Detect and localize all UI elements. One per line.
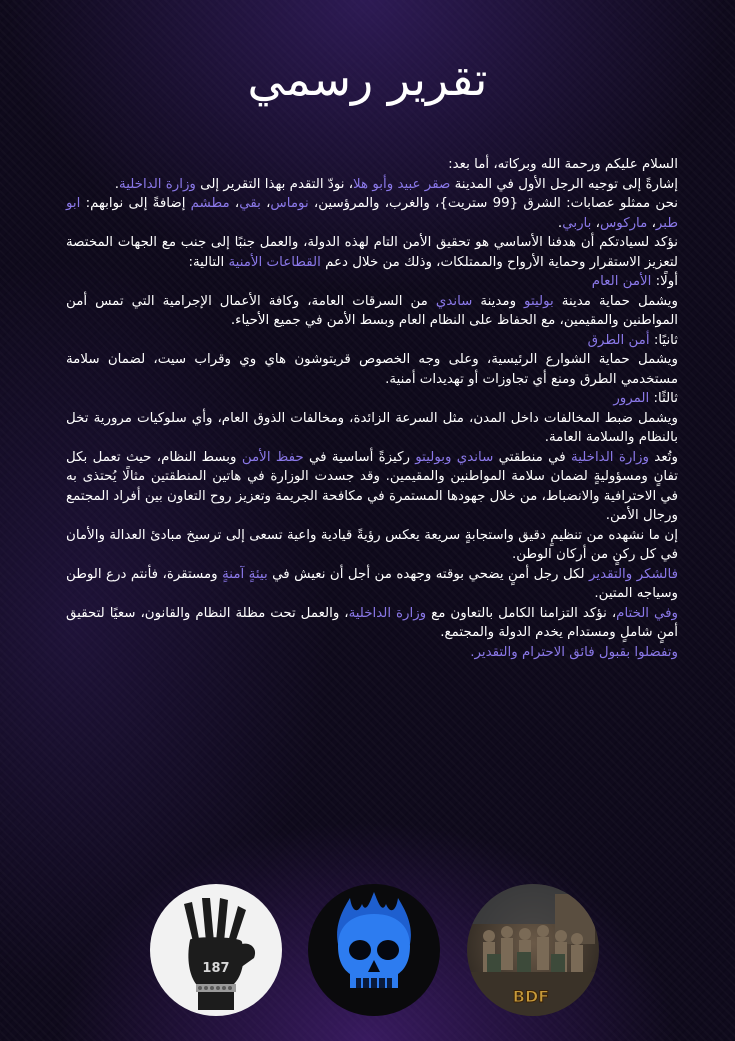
paragraph xyxy=(66,389,678,409)
crowd-photo-icon xyxy=(467,884,599,1016)
highlighted-text: ابو طبر xyxy=(66,196,678,231)
body-text-segment: ويشمل ضبط المخالفات داخل المدن، مثل السرعة الزائدة، ومخالفات الذوق العام، وأي سلوكيات مرورية تخل بالنظام والسلامة العامة. xyxy=(66,410,678,445)
body-text-segment: السلام عليكم ورحمة الله وبركاته، أما بعد: xyxy=(448,157,678,172)
body-text-segment: ثانيًا: xyxy=(649,332,678,348)
paragraph xyxy=(66,643,678,663)
paragraph xyxy=(66,350,678,389)
highlighted-text: ساندي xyxy=(435,293,473,309)
body-text-segment: ، والعمل تحت مظلة النظام والقانون، سعيًا لتحقيق أمنٍ شاملٍ ومستدام يخدم الدولة والمجتمع. xyxy=(66,605,678,640)
highlighted-text: بوليتو xyxy=(524,293,554,309)
body-text-segment: ، xyxy=(591,215,600,231)
paragraph xyxy=(66,565,678,604)
paragraph xyxy=(66,292,678,331)
body-text-segment: من السرقات العامة، وكافة الأعمال الإجرامية التي تمس أمن المواطنين والمقيمين، مع الحفاظ على النظام العام وبسط الأمن في جميع الأحياء. xyxy=(66,293,678,328)
body-text-segment: إن ما نشهده من تنظيمٍ دقيق واستجابةٍ سريعة يعكس رؤيةً قيادية واعية تسعى إلى ترسيخ مبادئ العدالة والأمان في كل ركنٍ من أركان الوطن. xyxy=(66,527,678,562)
highlighted-text: باربي xyxy=(562,215,592,231)
paragraph xyxy=(66,272,678,292)
body-text-segment: ، نؤكد التزامنا الكامل بالتعاون مع xyxy=(426,605,617,621)
paragraph xyxy=(66,331,678,351)
body-text-segment: ويشمل حماية الشوارع الرئيسية، وعلى وجه الخصوص قريتوشون هاي وي وقراب سيت، لضمان سلامة مستخدمي الطرق ومنع أي تجاوزات أو تهديدات أمنية. xyxy=(66,352,678,387)
page-title: تقرير رسمي xyxy=(247,52,488,106)
body-text-segment: إضافةً إلى نوابهم: xyxy=(80,196,191,211)
highlighted-text: القطاعات الأمنية xyxy=(228,254,321,270)
paragraph xyxy=(66,604,678,643)
hand-187-label: 187 xyxy=(202,961,230,976)
highlighted-text: وزارة الداخلية xyxy=(348,605,427,621)
body-text-segment: لكل رجل أمنٍ يضحي بوقته وجهده من أجل أن نعيش في xyxy=(267,566,590,582)
highlighted-text: صقر عبيد وأبو هلا xyxy=(353,176,451,192)
paragraph xyxy=(66,155,678,175)
highlighted-text: فالشكر والتقدير xyxy=(589,566,678,582)
highlighted-text: وفي الختام xyxy=(616,605,679,621)
body-text-segment: ومستقرة، فأنتم درع الوطن وسياجه المتين. xyxy=(66,566,678,601)
gang-photo-label: BDF xyxy=(512,987,550,1006)
highlighted-text: وزارة الداخلية xyxy=(571,449,649,465)
highlighted-text: بقي xyxy=(239,196,261,211)
paragraph xyxy=(66,194,678,233)
highlighted-text: وزارة الداخلية xyxy=(119,176,196,192)
highlighted-text: المرور xyxy=(613,391,650,406)
body-text-segment: التالية: xyxy=(188,254,229,270)
paragraph xyxy=(66,448,678,526)
gang-photo-logo xyxy=(467,884,599,1016)
body-text-segment: ثالثًا: xyxy=(649,391,678,406)
paragraph xyxy=(66,409,678,448)
highlighted-text: ماركوس xyxy=(599,215,648,231)
flaming-skull-icon xyxy=(308,884,440,1016)
blue-skull-logo xyxy=(308,884,440,1016)
body-text-segment: إشارةً إلى توجيه الرجل الأول في المدينة xyxy=(450,176,678,192)
body-text-segment: . xyxy=(557,215,563,231)
body-text-segment: ومدينة xyxy=(472,293,525,309)
body-text-segment: ويشمل حماية مدينة xyxy=(553,293,678,309)
highlighted-text: حفظ الأمن xyxy=(241,449,304,465)
body-text-segment: ركيزةً أساسية في xyxy=(303,449,416,465)
logo-row xyxy=(0,884,735,1019)
highlighted-text: ساندي وبوليتو xyxy=(415,449,494,465)
body-text-segment: ، xyxy=(229,196,240,211)
body-text-segment: وتُعد xyxy=(648,449,678,465)
body-text-segment: نؤكد لسيادتكم أن هدفنا الأساسي هو تحقيق الأمن التام لهذه الدولة، والعمل جنبًا إلى جنب مع الجهات المختصة لتعزيز الاستقرار وحماية الأرواح والممتلكات، وذلك من خلال دعم xyxy=(66,235,678,270)
paragraph xyxy=(66,526,678,565)
body-text-segment: نحن ممثلو عصابات: الشرق {99 ستريت}، والغرب، والمرؤسين، xyxy=(308,196,678,211)
hand-sign-icon xyxy=(150,884,282,1016)
body-text-segment: ، نودّ التقدم بهذا التقرير إلى xyxy=(195,176,354,192)
body-text-segment: في منطقتي xyxy=(493,449,572,465)
body-text-segment: وبسط النظام، حيث تعمل بكل تفانٍ ومسؤوليةٍ لضمان سلامة المواطنين والمقيمين. وقد جسدت الوزارة في هاتين المنطقتين مثالًا يُحتذى به في الاحترافية والانضباط، من خلال جهودها المستمرة في مكافحة الجريمة وتعزيز روح التعاون بين أفراد المجتمع ورجال الأمن. xyxy=(66,449,678,523)
highlighted-text: بيئةٍ آمنةٍ xyxy=(222,566,268,582)
highlighted-text: وتفضلوا بقبول فائق الاحترام والتقدير. xyxy=(470,644,678,660)
body-text-segment: ، xyxy=(647,215,656,231)
paragraph xyxy=(66,233,678,272)
highlighted-text: مطشم xyxy=(190,196,230,211)
highlighted-text: أمن الطرق xyxy=(587,332,650,348)
report-body xyxy=(66,155,678,662)
highlighted-text: نوماس xyxy=(270,196,309,211)
body-text-segment: أولًا: xyxy=(651,274,678,289)
body-text-segment: ، xyxy=(260,196,271,211)
paragraph xyxy=(66,175,678,195)
body-text-segment: . xyxy=(114,176,120,192)
hand-187-logo xyxy=(150,884,282,1016)
highlighted-text: الأمن العام xyxy=(591,274,652,289)
